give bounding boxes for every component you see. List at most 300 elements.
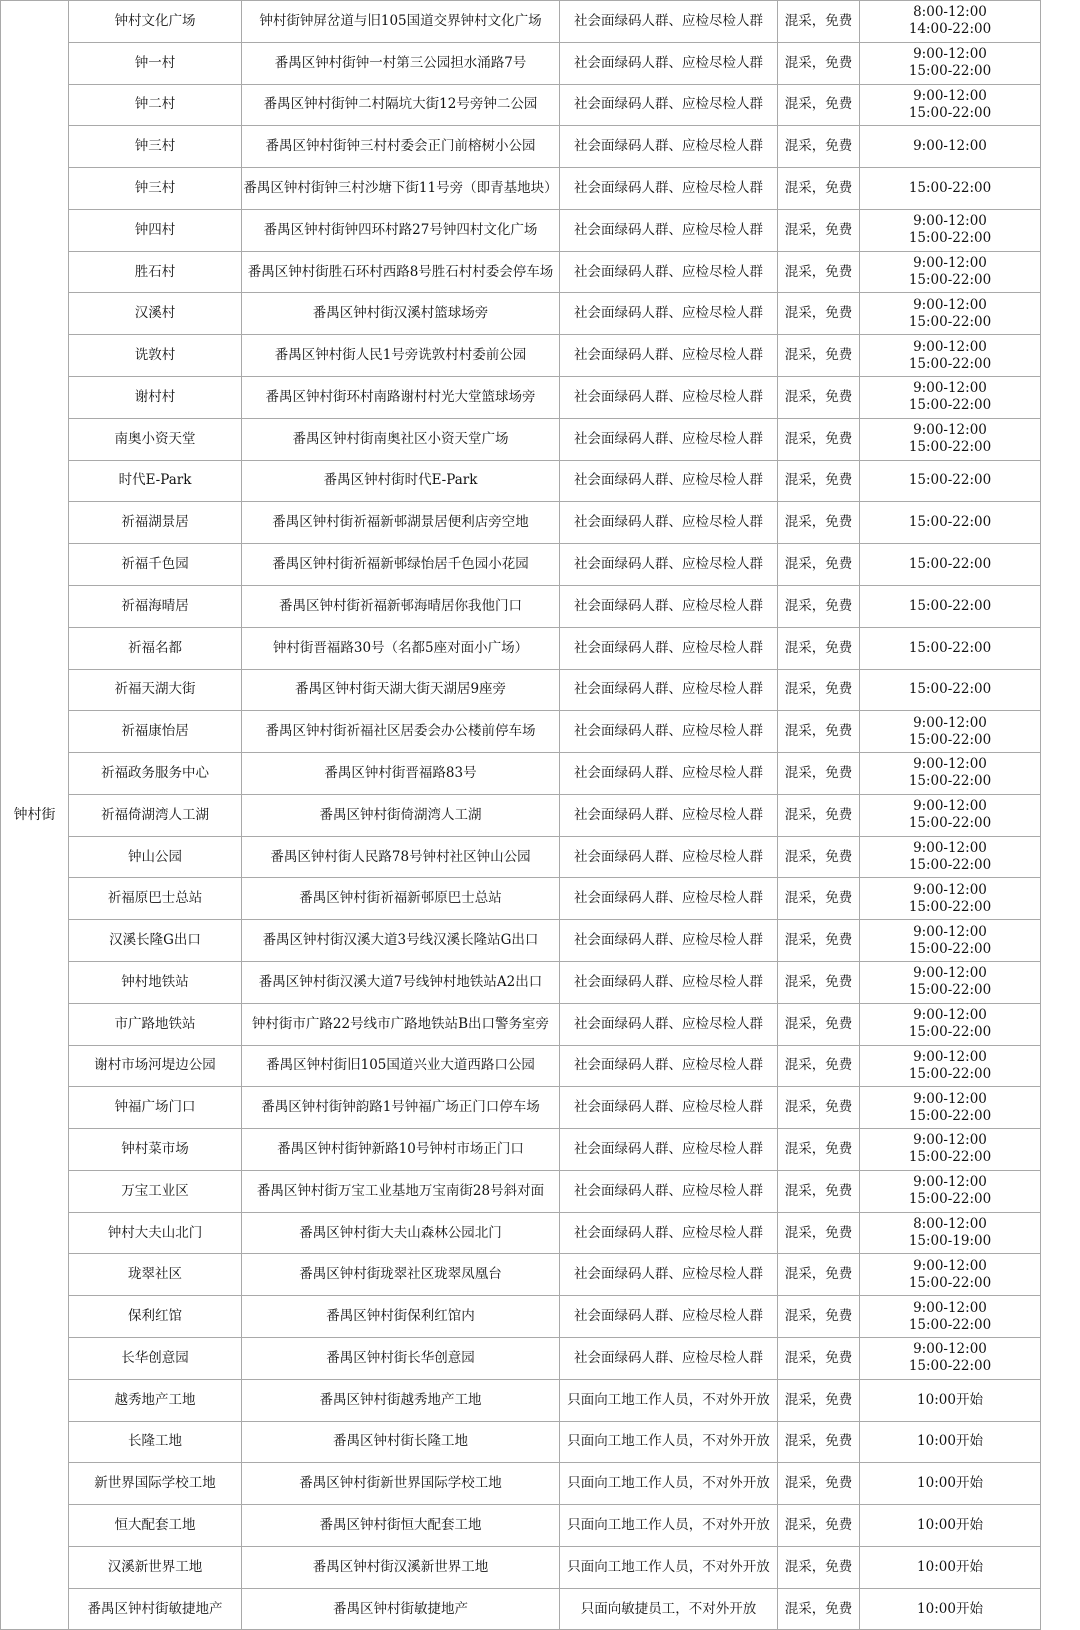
site-name-cell: 钟村地铁站 xyxy=(69,961,242,1003)
table-row xyxy=(1,1087,1041,1129)
time-cell xyxy=(860,961,1041,1003)
time-cell xyxy=(860,794,1041,836)
method-cell: 混采，免费 xyxy=(778,1338,860,1380)
site-name-cell: 新世界国际学校工地 xyxy=(69,1463,242,1505)
table-row xyxy=(1,544,1041,586)
site-name-cell: 钟一村 xyxy=(69,42,242,84)
address-cell: 番禺区钟村街汉溪新世界工地 xyxy=(242,1546,560,1588)
site-name-cell: 钟村菜市场 xyxy=(69,1129,242,1171)
time-slot-1: 9:00-12:00 xyxy=(913,756,987,773)
time-slot-2: 15:00-22:00 xyxy=(908,898,992,915)
time-cell xyxy=(860,627,1041,669)
time-cell xyxy=(860,1170,1041,1212)
method-cell: 混采，免费 xyxy=(778,502,860,544)
time-slot-1: 9:00-12:00 xyxy=(913,138,987,155)
site-name-cell: 南奥小资天堂 xyxy=(69,418,242,460)
time-cell xyxy=(860,377,1041,419)
address-cell: 番禺区钟村街新世界国际学校工地 xyxy=(242,1463,560,1505)
time-cell xyxy=(860,1087,1041,1129)
method-cell: 混采，免费 xyxy=(778,961,860,1003)
time-slot-1: 9:00-12:00 xyxy=(913,1048,987,1065)
method-cell: 混采，免费 xyxy=(778,1588,860,1630)
site-name-cell: 时代E-Park xyxy=(69,460,242,502)
site-name-cell: 钟三村 xyxy=(69,126,242,168)
time-slot-1: 9:00-12:00 xyxy=(913,1174,987,1191)
table-row xyxy=(1,251,1041,293)
address-cell: 番禺区钟村街钟四环村路27号钟四村文化广场 xyxy=(242,209,560,251)
table-row xyxy=(1,42,1041,84)
table-row xyxy=(1,1003,1041,1045)
time-cell xyxy=(860,293,1041,335)
method-cell: 混采，免费 xyxy=(778,1546,860,1588)
table-row xyxy=(1,1505,1041,1547)
time-slot-1: 15:00-22:00 xyxy=(908,681,992,698)
site-name-cell: 钟山公园 xyxy=(69,836,242,878)
time-slot-1: 9:00-12:00 xyxy=(913,1299,987,1316)
time-cell xyxy=(860,418,1041,460)
method-cell: 混采，免费 xyxy=(778,1254,860,1296)
time-cell xyxy=(860,1546,1041,1588)
table-row xyxy=(1,335,1041,377)
target-group-cell: 社会面绿码人群、应检尽检人群 xyxy=(560,711,778,753)
address-cell: 番禺区钟村街越秀地产工地 xyxy=(242,1379,560,1421)
site-name-cell: 汉溪村 xyxy=(69,293,242,335)
time-cell xyxy=(860,335,1041,377)
target-group-cell: 社会面绿码人群、应检尽检人群 xyxy=(560,84,778,126)
time-slot-1: 9:00-12:00 xyxy=(913,965,987,982)
site-name-cell: 祈福湖景居 xyxy=(69,502,242,544)
target-group-cell: 社会面绿码人群、应检尽检人群 xyxy=(560,1045,778,1087)
target-group-cell: 社会面绿码人群、应检尽检人群 xyxy=(560,1170,778,1212)
time-slot-1: 10:00开始 xyxy=(917,1600,983,1617)
time-cell xyxy=(860,168,1041,210)
target-group-cell: 社会面绿码人群、应检尽检人群 xyxy=(560,1129,778,1171)
method-cell: 混采，免费 xyxy=(778,1003,860,1045)
time-slot-1: 9:00-12:00 xyxy=(913,338,987,355)
method-cell: 混采，免费 xyxy=(778,251,860,293)
address-cell: 番禺区钟村街祈福社区居委会办公楼前停车场 xyxy=(242,711,560,753)
method-cell: 混采，免费 xyxy=(778,711,860,753)
time-slot-1: 9:00-12:00 xyxy=(913,1132,987,1149)
target-group-cell: 社会面绿码人群、应检尽检人群 xyxy=(560,1003,778,1045)
site-name-cell: 恒大配套工地 xyxy=(69,1505,242,1547)
site-name-cell: 谢村村 xyxy=(69,377,242,419)
time-slot-1: 9:00-12:00 xyxy=(913,213,987,230)
method-cell: 混采，免费 xyxy=(778,1170,860,1212)
time-slot-2: 15:00-22:00 xyxy=(908,1107,992,1124)
time-cell xyxy=(860,84,1041,126)
site-name-cell: 胜石村 xyxy=(69,251,242,293)
time-slot-2: 14:00-22:00 xyxy=(908,21,992,38)
address-cell: 番禺区钟村街钟一村第三公园担水涌路7号 xyxy=(242,42,560,84)
address-cell: 番禺区钟村街祈福新邨原巴士总站 xyxy=(242,878,560,920)
table-row xyxy=(1,1338,1041,1380)
method-cell: 混采，免费 xyxy=(778,126,860,168)
target-group-cell: 社会面绿码人群、应检尽检人群 xyxy=(560,1,778,43)
site-name-cell: 钟村文化广场 xyxy=(69,1,242,43)
table-row xyxy=(1,878,1041,920)
method-cell: 混采，免费 xyxy=(778,84,860,126)
time-slot-1: 9:00-12:00 xyxy=(913,1090,987,1107)
method-cell: 混采，免费 xyxy=(778,1421,860,1463)
method-cell: 混采，免费 xyxy=(778,377,860,419)
method-cell: 混采，免费 xyxy=(778,42,860,84)
address-cell: 番禺区钟村街保利红馆内 xyxy=(242,1296,560,1338)
time-slot-1: 15:00-22:00 xyxy=(908,514,992,531)
target-group-cell: 社会面绿码人群、应检尽检人群 xyxy=(560,1212,778,1254)
time-slot-2: 15:00-22:00 xyxy=(908,982,992,999)
address-cell: 番禺区钟村街钟三村村委会正门前榕树小公园 xyxy=(242,126,560,168)
time-slot-1: 9:00-12:00 xyxy=(913,422,987,439)
time-slot-1: 10:00开始 xyxy=(917,1391,983,1408)
target-group-cell: 社会面绿码人群、应检尽检人群 xyxy=(560,251,778,293)
time-slot-1: 9:00-12:00 xyxy=(913,255,987,272)
time-slot-1: 9:00-12:00 xyxy=(913,87,987,104)
table-row xyxy=(1,1421,1041,1463)
time-slot-2: 15:00-22:00 xyxy=(908,1358,992,1375)
target-group-cell: 社会面绿码人群、应检尽检人群 xyxy=(560,585,778,627)
address-cell: 番禺区钟村街汉溪大道3号线汉溪长隆站G出口 xyxy=(242,920,560,962)
site-name-cell: 长隆工地 xyxy=(69,1421,242,1463)
target-group-cell: 社会面绿码人群、应检尽检人群 xyxy=(560,753,778,795)
time-cell xyxy=(860,502,1041,544)
time-cell xyxy=(860,836,1041,878)
site-name-cell: 钟村大夫山北门 xyxy=(69,1212,242,1254)
target-group-cell: 社会面绿码人群、应检尽检人群 xyxy=(560,627,778,669)
address-cell: 番禺区钟村街钟韵路1号钟福广场正门口停车场 xyxy=(242,1087,560,1129)
site-name-cell: 诜敦村 xyxy=(69,335,242,377)
site-name-cell: 钟福广场门口 xyxy=(69,1087,242,1129)
target-group-cell: 社会面绿码人群、应检尽检人群 xyxy=(560,293,778,335)
table-row xyxy=(1,502,1041,544)
address-cell: 番禺区钟村街南奥社区小资天堂广场 xyxy=(242,418,560,460)
time-slot-1: 9:00-12:00 xyxy=(913,798,987,815)
time-slot-1: 9:00-12:00 xyxy=(913,881,987,898)
time-slot-2: 15:00-19:00 xyxy=(908,1233,992,1250)
table-row xyxy=(1,1,1041,43)
time-slot-2: 15:00-22:00 xyxy=(908,439,992,456)
method-cell: 混采，免费 xyxy=(778,1379,860,1421)
time-cell xyxy=(860,1421,1041,1463)
time-slot-1: 15:00-22:00 xyxy=(908,597,992,614)
target-group-cell: 只面向工地工作人员，不对外开放 xyxy=(560,1505,778,1547)
time-cell xyxy=(860,1463,1041,1505)
site-name-cell: 钟三村 xyxy=(69,168,242,210)
time-cell xyxy=(860,1212,1041,1254)
method-cell: 混采，免费 xyxy=(778,1129,860,1171)
site-name-cell: 保利红馆 xyxy=(69,1296,242,1338)
site-name-cell: 钟二村 xyxy=(69,84,242,126)
table-row xyxy=(1,585,1041,627)
address-cell: 番禺区钟村街恒大配套工地 xyxy=(242,1505,560,1547)
time-slot-1: 9:00-12:00 xyxy=(913,1341,987,1358)
target-group-cell: 社会面绿码人群、应检尽检人群 xyxy=(560,544,778,586)
table-body xyxy=(1,1,1041,1630)
table-row xyxy=(1,961,1041,1003)
address-cell: 番禺区钟村街时代E-Park xyxy=(242,460,560,502)
method-cell: 混采，免费 xyxy=(778,920,860,962)
time-slot-1: 9:00-12:00 xyxy=(913,923,987,940)
address-cell: 番禺区钟村街胜石环村西路8号胜石村村委会停车场 xyxy=(242,251,560,293)
address-cell: 番禺区钟村街长华创意园 xyxy=(242,1338,560,1380)
table-row xyxy=(1,836,1041,878)
address-cell: 番禺区钟村街晋福路83号 xyxy=(242,753,560,795)
method-cell: 混采，免费 xyxy=(778,209,860,251)
method-cell: 混采，免费 xyxy=(778,418,860,460)
site-name-cell: 祈福原巴士总站 xyxy=(69,878,242,920)
method-cell: 混采，免费 xyxy=(778,794,860,836)
table-row xyxy=(1,1588,1041,1630)
table-row xyxy=(1,1546,1041,1588)
address-cell: 番禺区钟村街长隆工地 xyxy=(242,1421,560,1463)
method-cell: 混采，免费 xyxy=(778,460,860,502)
table-row xyxy=(1,209,1041,251)
address-cell: 番禺区钟村街倚湖湾人工湖 xyxy=(242,794,560,836)
method-cell: 混采，免费 xyxy=(778,836,860,878)
time-cell xyxy=(860,126,1041,168)
table-row xyxy=(1,377,1041,419)
address-cell: 番禺区钟村街旧105国道兴业大道西路口公园 xyxy=(242,1045,560,1087)
time-cell xyxy=(860,711,1041,753)
site-name-cell: 祈福海晴居 xyxy=(69,585,242,627)
table-row xyxy=(1,168,1041,210)
address-cell: 钟村街市广路22号线市广路地铁站B出口警务室旁 xyxy=(242,1003,560,1045)
time-slot-2: 15:00-22:00 xyxy=(908,731,992,748)
method-cell: 混采，免费 xyxy=(778,1045,860,1087)
time-slot-2: 15:00-22:00 xyxy=(908,857,992,874)
time-slot-2: 15:00-22:00 xyxy=(908,313,992,330)
table-row xyxy=(1,794,1041,836)
table-row xyxy=(1,753,1041,795)
table-row xyxy=(1,627,1041,669)
time-slot-2: 15:00-22:00 xyxy=(908,815,992,832)
target-group-cell: 社会面绿码人群、应检尽检人群 xyxy=(560,1296,778,1338)
time-slot-2: 15:00-22:00 xyxy=(908,1274,992,1291)
time-slot-1: 10:00开始 xyxy=(917,1475,983,1492)
address-cell: 番禺区钟村街汉溪大道7号线钟村地铁站A2出口 xyxy=(242,961,560,1003)
time-slot-2: 15:00-22:00 xyxy=(908,355,992,372)
table-row xyxy=(1,669,1041,711)
table-row xyxy=(1,1170,1041,1212)
site-name-cell: 钟四村 xyxy=(69,209,242,251)
time-slot-1: 15:00-22:00 xyxy=(908,556,992,573)
time-cell xyxy=(860,544,1041,586)
target-group-cell: 社会面绿码人群、应检尽检人群 xyxy=(560,669,778,711)
method-cell: 混采，免费 xyxy=(778,168,860,210)
method-cell: 混采，免费 xyxy=(778,335,860,377)
site-name-cell: 祈福名都 xyxy=(69,627,242,669)
address-cell: 番禺区钟村街大夫山森林公园北门 xyxy=(242,1212,560,1254)
method-cell: 混采，免费 xyxy=(778,627,860,669)
time-cell xyxy=(860,251,1041,293)
site-name-cell: 长华创意园 xyxy=(69,1338,242,1380)
target-group-cell: 只面向工地工作人员，不对外开放 xyxy=(560,1421,778,1463)
time-cell xyxy=(860,753,1041,795)
time-slot-1: 8:00-12:00 xyxy=(913,1216,987,1233)
target-group-cell: 只面向敏捷员工，不对外开放 xyxy=(560,1588,778,1630)
time-slot-2: 15:00-22:00 xyxy=(908,1065,992,1082)
target-group-cell: 社会面绿码人群、应检尽检人群 xyxy=(560,961,778,1003)
address-cell: 番禺区钟村街钟新路10号钟村市场正门口 xyxy=(242,1129,560,1171)
time-cell xyxy=(860,1045,1041,1087)
target-group-cell: 只面向工地工作人员，不对外开放 xyxy=(560,1463,778,1505)
time-cell xyxy=(860,1338,1041,1380)
time-slot-1: 10:00开始 xyxy=(917,1433,983,1450)
site-name-cell: 汉溪长隆G出口 xyxy=(69,920,242,962)
address-cell: 钟村街钟屏岔道与旧105国道交界钟村文化广场 xyxy=(242,1,560,43)
table-row xyxy=(1,711,1041,753)
method-cell: 混采，免费 xyxy=(778,753,860,795)
target-group-cell: 社会面绿码人群、应检尽检人群 xyxy=(560,377,778,419)
target-group-cell: 社会面绿码人群、应检尽检人群 xyxy=(560,335,778,377)
target-group-cell: 社会面绿码人群、应检尽检人群 xyxy=(560,418,778,460)
target-group-cell: 社会面绿码人群、应检尽检人群 xyxy=(560,502,778,544)
time-slot-2: 15:00-22:00 xyxy=(908,104,992,121)
table-row xyxy=(1,1463,1041,1505)
site-name-cell: 祈福倚湖湾人工湖 xyxy=(69,794,242,836)
method-cell: 混采，免费 xyxy=(778,585,860,627)
site-name-cell: 珑翠社区 xyxy=(69,1254,242,1296)
time-cell xyxy=(860,920,1041,962)
table-row xyxy=(1,126,1041,168)
site-name-cell: 祈福天湖大街 xyxy=(69,669,242,711)
time-cell xyxy=(860,1379,1041,1421)
time-cell xyxy=(860,1296,1041,1338)
method-cell: 混采，免费 xyxy=(778,1087,860,1129)
time-cell xyxy=(860,585,1041,627)
time-slot-1: 9:00-12:00 xyxy=(913,714,987,731)
address-cell: 番禺区钟村街祈福新邨湖景居便利店旁空地 xyxy=(242,502,560,544)
time-slot-2: 15:00-22:00 xyxy=(908,1316,992,1333)
target-group-cell: 只面向工地工作人员，不对外开放 xyxy=(560,1546,778,1588)
target-group-cell: 社会面绿码人群、应检尽检人群 xyxy=(560,209,778,251)
table-row xyxy=(1,1129,1041,1171)
address-cell: 番禺区钟村街人民1号旁诜敦村村委前公园 xyxy=(242,335,560,377)
time-slot-1: 10:00开始 xyxy=(917,1558,983,1575)
address-cell: 番禺区钟村街祈福新邨海晴居你我他门口 xyxy=(242,585,560,627)
time-slot-1: 9:00-12:00 xyxy=(913,1007,987,1024)
time-slot-2: 15:00-22:00 xyxy=(908,1149,992,1166)
time-cell xyxy=(860,1003,1041,1045)
method-cell: 混采，免费 xyxy=(778,1296,860,1338)
method-cell: 混采，免费 xyxy=(778,1463,860,1505)
target-group-cell: 社会面绿码人群、应检尽检人群 xyxy=(560,878,778,920)
time-slot-1: 9:00-12:00 xyxy=(913,296,987,313)
address-cell: 番禺区钟村街天湖大街天湖居9座旁 xyxy=(242,669,560,711)
target-group-cell: 社会面绿码人群、应检尽检人群 xyxy=(560,460,778,502)
table-row xyxy=(1,920,1041,962)
site-name-cell: 番禺区钟村街敏捷地产 xyxy=(69,1588,242,1630)
target-group-cell: 社会面绿码人群、应检尽检人群 xyxy=(560,1338,778,1380)
address-cell: 番禺区钟村街钟三村沙塘下街11号旁（即青基地块） xyxy=(242,168,560,210)
address-cell: 钟村街晋福路30号（名都5座对面小广场） xyxy=(242,627,560,669)
time-cell xyxy=(860,878,1041,920)
method-cell: 混采，免费 xyxy=(778,1505,860,1547)
address-cell: 番禺区钟村街汉溪村篮球场旁 xyxy=(242,293,560,335)
address-cell: 番禺区钟村街万宝工业基地万宝南街28号斜对面 xyxy=(242,1170,560,1212)
address-cell: 番禺区钟村街人民路78号钟村社区钟山公园 xyxy=(242,836,560,878)
time-cell xyxy=(860,42,1041,84)
table-row xyxy=(1,1296,1041,1338)
time-cell xyxy=(860,1254,1041,1296)
address-cell: 番禺区钟村街钟二村隔坑大街12号旁钟二公园 xyxy=(242,84,560,126)
address-cell: 番禺区钟村街环村南路谢村村光大堂篮球场旁 xyxy=(242,377,560,419)
method-cell: 混采，免费 xyxy=(778,544,860,586)
time-slot-2: 15:00-22:00 xyxy=(908,773,992,790)
time-slot-1: 9:00-12:00 xyxy=(913,46,987,63)
time-slot-1: 15:00-22:00 xyxy=(908,639,992,656)
target-group-cell: 社会面绿码人群、应检尽检人群 xyxy=(560,42,778,84)
address-cell: 番禺区钟村街祈福新邨绿怡居千色园小花园 xyxy=(242,544,560,586)
address-cell: 番禺区钟村街珑翠社区珑翠凤凰台 xyxy=(242,1254,560,1296)
method-cell: 混采，免费 xyxy=(778,1212,860,1254)
target-group-cell: 社会面绿码人群、应检尽检人群 xyxy=(560,126,778,168)
site-name-cell: 祈福千色园 xyxy=(69,544,242,586)
method-cell: 混采，免费 xyxy=(778,1,860,43)
time-slot-1: 10:00开始 xyxy=(917,1517,983,1534)
time-cell xyxy=(860,1588,1041,1630)
target-group-cell: 社会面绿码人群、应检尽检人群 xyxy=(560,168,778,210)
time-slot-1: 9:00-12:00 xyxy=(913,1257,987,1274)
time-slot-1: 15:00-22:00 xyxy=(908,472,992,489)
method-cell: 混采，免费 xyxy=(778,669,860,711)
method-cell: 混采，免费 xyxy=(778,878,860,920)
table-row xyxy=(1,460,1041,502)
target-group-cell: 社会面绿码人群、应检尽检人群 xyxy=(560,920,778,962)
time-slot-1: 15:00-22:00 xyxy=(908,180,992,197)
target-group-cell: 社会面绿码人群、应检尽检人群 xyxy=(560,1254,778,1296)
time-slot-2: 15:00-22:00 xyxy=(908,230,992,247)
method-cell: 混采，免费 xyxy=(778,293,860,335)
site-name-cell: 祈福康怡居 xyxy=(69,711,242,753)
site-name-cell: 汉溪新世界工地 xyxy=(69,1546,242,1588)
time-slot-1: 9:00-12:00 xyxy=(913,840,987,857)
table-row xyxy=(1,418,1041,460)
site-name-cell: 谢村市场河堤边公园 xyxy=(69,1045,242,1087)
time-cell xyxy=(860,1129,1041,1171)
address-cell: 番禺区钟村街敏捷地产 xyxy=(242,1588,560,1630)
time-cell xyxy=(860,460,1041,502)
table-row xyxy=(1,1212,1041,1254)
time-cell xyxy=(860,1505,1041,1547)
time-cell xyxy=(860,1,1041,43)
target-group-cell: 社会面绿码人群、应检尽检人群 xyxy=(560,836,778,878)
time-slot-2: 15:00-22:00 xyxy=(908,272,992,289)
time-slot-2: 15:00-22:00 xyxy=(908,397,992,414)
time-cell xyxy=(860,669,1041,711)
time-slot-2: 15:00-22:00 xyxy=(908,63,992,80)
site-name-cell: 万宝工业区 xyxy=(69,1170,242,1212)
table-row xyxy=(1,84,1041,126)
time-slot-2: 15:00-22:00 xyxy=(908,1024,992,1041)
time-cell xyxy=(860,209,1041,251)
time-slot-1: 9:00-12:00 xyxy=(913,380,987,397)
target-group-cell: 社会面绿码人群、应检尽检人群 xyxy=(560,794,778,836)
site-name-cell: 越秀地产工地 xyxy=(69,1379,242,1421)
table-row xyxy=(1,1254,1041,1296)
table-row xyxy=(1,1379,1041,1421)
table-row xyxy=(1,293,1041,335)
time-slot-1: 8:00-12:00 xyxy=(913,4,987,21)
site-name-cell: 市广路地铁站 xyxy=(69,1003,242,1045)
site-name-cell: 祈福政务服务中心 xyxy=(69,753,242,795)
table-row xyxy=(1,1045,1041,1087)
target-group-cell: 社会面绿码人群、应检尽检人群 xyxy=(560,1087,778,1129)
time-slot-2: 15:00-22:00 xyxy=(908,940,992,957)
target-group-cell: 只面向工地工作人员，不对外开放 xyxy=(560,1379,778,1421)
street-cell: 钟村街 xyxy=(1,1,69,1630)
time-slot-2: 15:00-22:00 xyxy=(908,1191,992,1208)
